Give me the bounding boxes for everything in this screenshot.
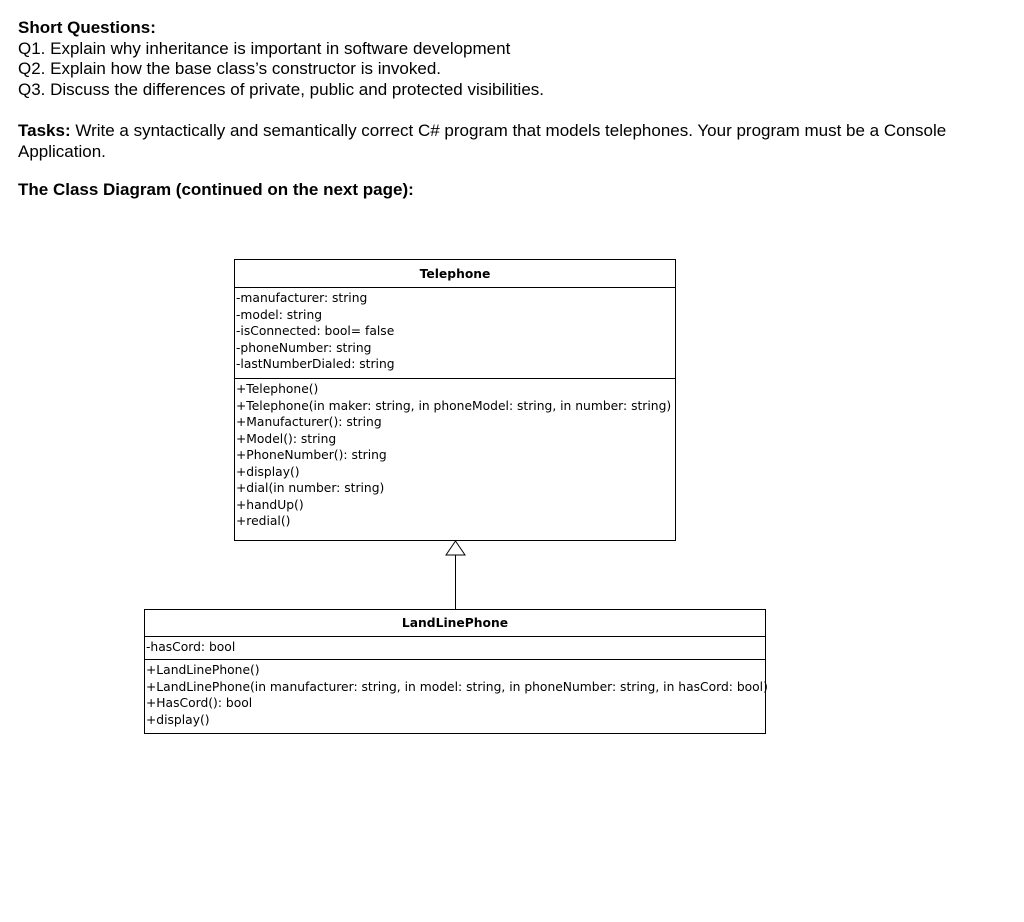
- landline-operations: [145, 660, 768, 728]
- telephone-attr-lastnumberdialed: -lastNumberDialed: string: [236, 357, 395, 371]
- short-questions: [18, 18, 544, 100]
- short-questions-heading: Short Questions:: [18, 18, 156, 37]
- telephone-op-param-constructor: +Telephone(in maker: string, in phoneModel: string, in number: string): [236, 398, 672, 413]
- telephone-class-name: Telephone: [235, 260, 675, 288]
- telephone-attr-isconnected: -isConnected: bool= false: [236, 324, 395, 338]
- landline-class-box: [144, 609, 766, 734]
- landline-class-name: LandLinePhone: [145, 610, 765, 637]
- telephone-op-default-constructor: +Telephone(): [236, 382, 319, 396]
- landline-op-display: +display(): [146, 712, 210, 727]
- landline-op-default-constructor: +LandLinePhone(): [146, 663, 260, 677]
- question-3: Q3. Discuss the differences of private, public and protected visibilities.: [18, 79, 545, 99]
- telephone-op-dial: +dial(in number: string): [236, 481, 385, 495]
- tasks-text: Write a syntactically and semantically correct C# program that models telephones. Your program must be a Console Application.: [18, 121, 947, 161]
- telephone-op-manufacturer: +Manufacturer(): string: [236, 415, 382, 429]
- telephone-op-phonenumber: +PhoneNumber(): string: [236, 448, 387, 462]
- telephone-op-model: +Model(): string: [236, 431, 337, 446]
- landline-op-hascord: +HasCord(): bool: [146, 696, 253, 710]
- question-2: Q2. Explain how the base class’s constructor is invoked.: [18, 59, 442, 78]
- inheritance-triangle-icon: [446, 541, 465, 555]
- telephone-class-box: [234, 259, 676, 541]
- telephone-operations: [235, 379, 675, 530]
- telephone-attr-manufacturer: -manufacturer: string: [236, 291, 368, 305]
- telephone-attr-model: -model: string: [236, 307, 323, 322]
- tasks-label: Tasks:: [18, 121, 71, 140]
- question-1: Q1. Explain why inheritance is important in software development: [18, 38, 511, 58]
- tasks-paragraph: [18, 121, 1008, 162]
- telephone-op-display: +display(): [236, 464, 300, 479]
- landline-op-param-constructor: +LandLinePhone(in manufacturer: string, in model: string, in phoneNumber: string, in hasCord: bool): [146, 679, 768, 694]
- telephone-attributes: [235, 288, 675, 379]
- telephone-op-redial: +redial(): [236, 514, 291, 528]
- telephone-op-handup: +handUp(): [236, 497, 304, 512]
- telephone-attr-phonenumber: -phoneNumber: string: [236, 340, 372, 355]
- landline-attributes: [145, 637, 765, 660]
- class-diagram-heading: The Class Diagram (continued on the next page):: [18, 180, 414, 199]
- landline-attr-hascord: -hasCord: bool: [146, 640, 236, 654]
